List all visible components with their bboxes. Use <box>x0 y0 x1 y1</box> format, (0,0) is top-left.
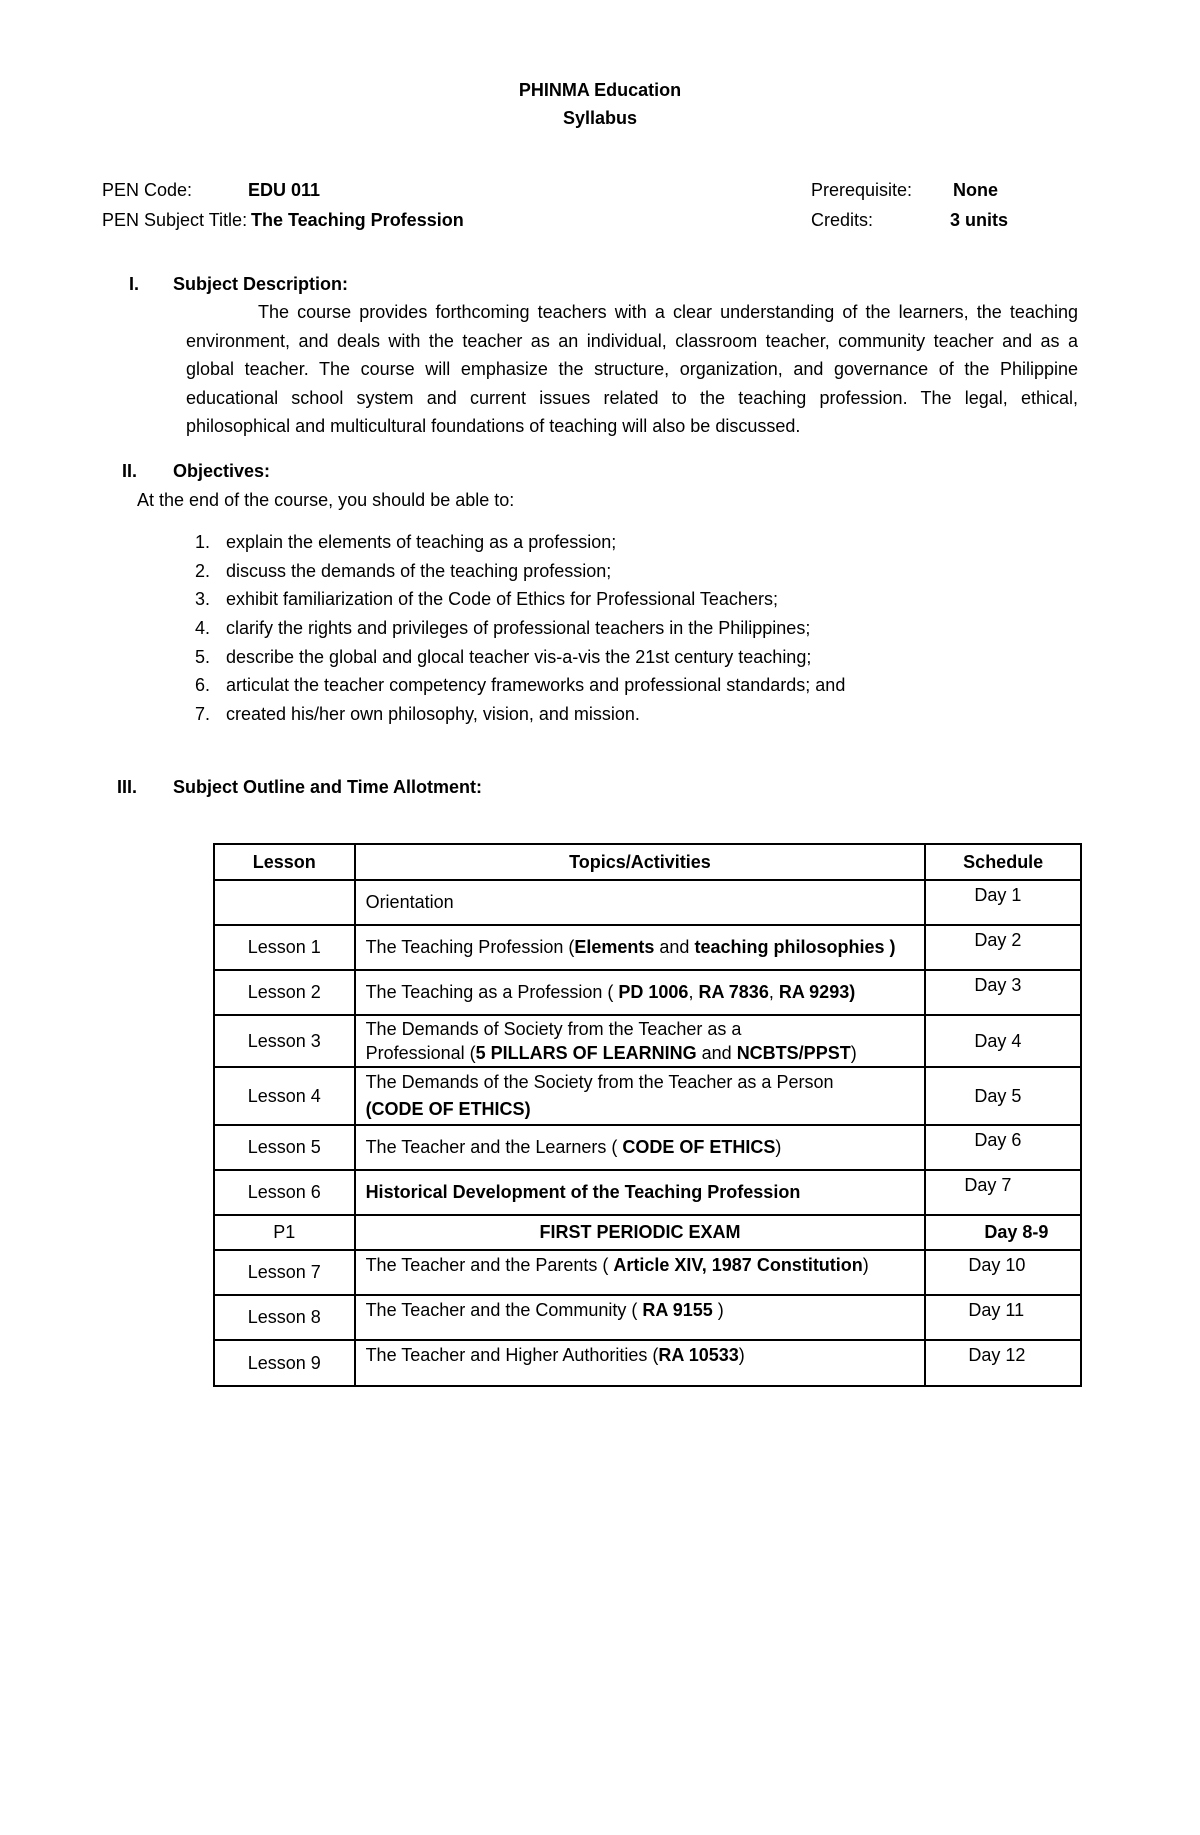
section-3-number: III. <box>117 777 138 797</box>
section-1-title: Subject Description: <box>173 274 349 294</box>
prerequisite-value: None <box>953 180 998 200</box>
table-row: Lesson 4 The Demands of the Society from the Teacher as a Person (CODE OF ETHICS) Day 5 <box>214 1067 1081 1125</box>
section-1-number: I. <box>129 274 140 294</box>
pen-code-value: EDU 011 <box>248 180 321 200</box>
pen-code-label: PEN Code: <box>102 180 193 200</box>
org-title: PHINMA Education <box>518 80 682 100</box>
table-row: Lesson 2 The Teaching as a Profession ( PD 1006, RA 7836, RA 9293) Day 3 <box>214 970 1081 1015</box>
table-row: Lesson 8 The Teacher and the Community ( RA 9155 ) Day 11 <box>214 1295 1081 1340</box>
subject-outline-table <box>213 843 1082 1387</box>
table-row: P1 FIRST PERIODIC EXAM Day 8-9 <box>214 1215 1081 1250</box>
table-row: Lesson 1 The Teaching Profession (Elements and teaching philosophies ) Day 2 <box>214 925 1081 970</box>
table-row: Lesson 3 The Demands of Society from the Teacher as a Professional (5 PILLARS OF LEARNING and NCBTS/PPST) Day 4 <box>214 1015 1081 1067</box>
credits-value: 3 units <box>950 210 1009 230</box>
subject-title-label: PEN Subject Title: <box>102 210 248 230</box>
col-header-topics: Topics/Activities <box>355 844 926 880</box>
section-3-title: Subject Outline and Time Allotment: <box>173 777 483 797</box>
credits-label: Credits: <box>811 210 874 230</box>
subject-description: The course provides forthcoming teachers with a clear understanding of the learners, the teaching environment, and deals with the teacher as an individual, classroom teacher, community teacher and as a global teacher. The course will emphasize the structure, organization, and governance of the Philippine educational school system and current issues related to the teaching profession. The legal, ethical, philosophical and multicultural foundations of teaching will also be discussed. <box>186 302 1078 437</box>
doc-title: Syllabus <box>562 108 638 128</box>
section-2-title: Objectives: <box>173 461 271 481</box>
list-item: 3. exhibit familiarization of the Code of Ethics for Professional Teachers; <box>194 589 778 610</box>
objectives-list <box>170 528 845 729</box>
table-row: Lesson 5 The Teacher and the Learners ( CODE OF ETHICS) Day 6 <box>214 1125 1081 1170</box>
col-header-schedule: Schedule <box>925 844 1081 880</box>
list-item: 1. explain the elements of teaching as a profession; <box>194 532 617 552</box>
list-item: 4. clarify the rights and privileges of professional teachers in the Philippines; <box>194 618 811 639</box>
prerequisite-label: Prerequisite: <box>811 180 913 200</box>
table-row: Orientation Day 1 <box>214 880 1081 925</box>
list-item: 7. created his/her own philosophy, vision, and mission. <box>194 704 640 725</box>
table-row: Lesson 6 Historical Development of the Teaching Profession Day 7 <box>214 1170 1081 1215</box>
list-item: 2. discuss the demands of the teaching profession; <box>194 560 612 581</box>
table-header-row <box>214 844 1081 880</box>
table-row: Lesson 7 The Teacher and the Parents ( Article XIV, 1987 Constitution) Day 10 <box>214 1250 1081 1295</box>
table-row: Lesson 9 The Teacher and Higher Authorities (RA 10533) Day 12 <box>214 1340 1081 1386</box>
objectives-intro: At the end of the course, you should be able to: <box>137 490 515 510</box>
col-header-lesson: Lesson <box>214 844 355 880</box>
section-2-number: II. <box>122 461 138 481</box>
list-item: 5. describe the global and glocal teacher vis-a-vis the 21st century teaching; <box>194 646 812 667</box>
list-item: 6. articulat the teacher competency frameworks and professional standards; and <box>194 675 846 696</box>
subject-title-value: The Teaching Profession <box>251 210 464 230</box>
